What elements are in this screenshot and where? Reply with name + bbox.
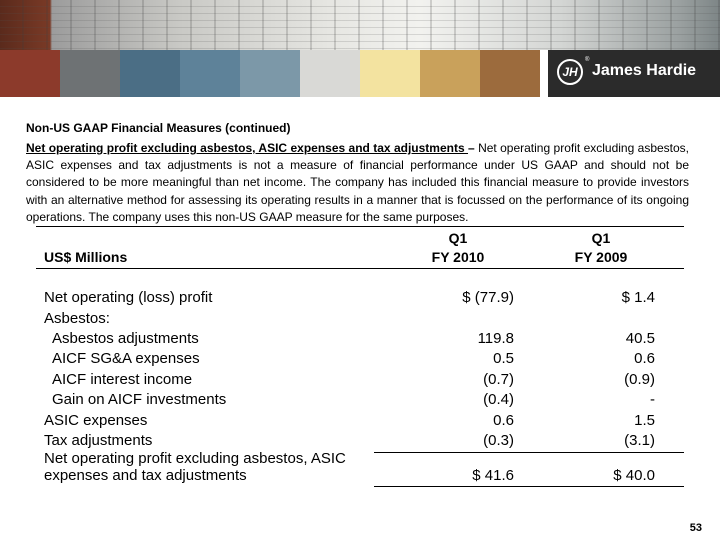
value-fy2010: (0.3) [483, 432, 514, 449]
total-value-fy2010: $ 41.6 [472, 467, 514, 484]
brand-logo [548, 50, 720, 97]
column-header-year: FY 2009 [574, 249, 628, 265]
value-fy2010: 119.8 [477, 330, 514, 347]
value-fy2010: (0.4) [483, 391, 514, 408]
value-fy2010: 0.5 [493, 350, 514, 367]
header-banner [0, 0, 720, 97]
row-label: Tax adjustments [44, 432, 153, 449]
page-title: Non-US GAAP Financial Measures (continued) [26, 121, 291, 135]
page-number: 53 [689, 522, 702, 534]
color-swatch [180, 50, 240, 97]
value-fy2010: $ (77.9) [462, 289, 514, 306]
column-header-year: FY 2010 [431, 249, 485, 265]
measure-description [26, 140, 689, 226]
value-fy2009: (0.9) [624, 371, 655, 388]
row-label: Gain on AICF investments [52, 391, 227, 408]
column-header-period: Q1 [591, 230, 611, 246]
row-label: Net operating (loss) profit [44, 289, 213, 306]
row-label: Asbestos: [44, 310, 110, 327]
row-label: AICF SG&A expenses [52, 350, 200, 367]
value-fy2009: 1.5 [634, 412, 655, 429]
value-fy2009: (3.1) [624, 432, 655, 449]
color-swatch [60, 50, 120, 97]
color-swatch [360, 50, 420, 97]
value-fy2009: - [650, 391, 655, 408]
logo-text: James Hardie [592, 62, 697, 79]
row-label: ASIC expenses [44, 412, 148, 429]
table-top-rule [36, 226, 684, 227]
value-fy2010: (0.7) [483, 371, 514, 388]
total-value-fy2009: $ 40.0 [613, 467, 655, 484]
total-label-line1: Net operating profit excluding asbestos, ASIC [44, 450, 346, 467]
color-swatch [480, 50, 540, 97]
logo-mark-icon: JH [557, 59, 583, 85]
value-fy2010: 0.6 [493, 412, 514, 429]
value-fy2009: 40.5 [625, 330, 655, 347]
value-fy2009: $ 1.4 [621, 289, 655, 306]
color-swatch [420, 50, 480, 97]
row-label: AICF interest income [52, 371, 193, 388]
header-bottom-rule [36, 268, 684, 269]
total-label-line2: expenses and tax adjustments [44, 467, 247, 484]
value-fy2009: 0.6 [634, 350, 655, 367]
header-photo [0, 0, 720, 50]
total-bottom-rule [374, 486, 684, 487]
color-swatch [300, 50, 360, 97]
row-label: Asbestos adjustments [52, 330, 199, 347]
registered-mark: ® [585, 57, 590, 63]
column-header-period: Q1 [448, 230, 468, 246]
measure-name: Net operating profit excluding asbestos, ASIC expenses and tax adjustments [26, 141, 469, 155]
description-body: Net operating profit excluding asbestos, ASIC expenses and tax adjustments is not a measure of financial performance under US GAAP and should not be considered to be more meaningful than net income. The company has included this financial measure to provide investors with an alternative method for assessing its operating results in a manner that is focussed on the performance of its ongoing operations. The company uses this non-US GAAP measure for the same purposes. [26, 141, 690, 224]
color-swatch [240, 50, 300, 97]
description-dash: – [468, 141, 475, 155]
total-top-rule [374, 452, 684, 453]
color-swatch [0, 50, 60, 97]
color-swatch [120, 50, 180, 97]
unit-label: US$ Millions [44, 249, 128, 265]
